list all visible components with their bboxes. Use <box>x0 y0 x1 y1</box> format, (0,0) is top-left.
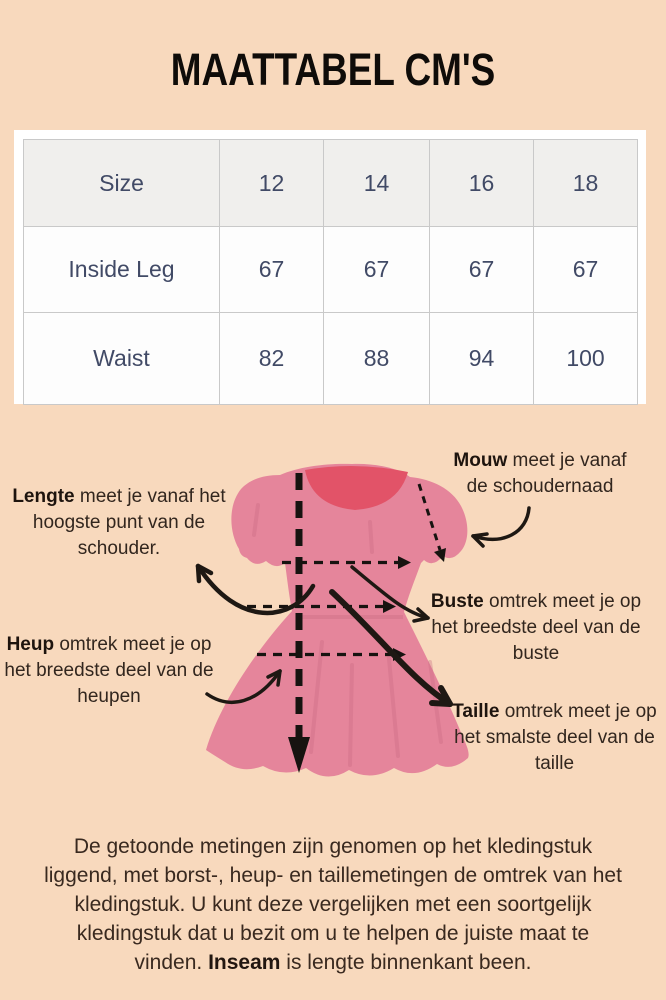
cell-value: 94 <box>430 313 534 405</box>
cell-value: 88 <box>324 313 430 405</box>
cell-value: 82 <box>220 313 324 405</box>
taille-label: Taille <box>452 701 500 722</box>
cell-value: 67 <box>220 227 324 313</box>
table-header-col-14: 14 <box>324 140 430 227</box>
buste-label: Buste <box>430 591 484 612</box>
mouw-curved-arrow <box>473 508 529 546</box>
lengte-label: Lengte <box>12 486 75 507</box>
table-header-col-12: 12 <box>220 140 324 227</box>
buste-note: Buste omtrek meet je op het breedste deel van de buste <box>430 591 642 664</box>
table-header-size: Size <box>24 140 220 227</box>
measurement-explanation: De getoonde metingen zijn genomen op het kledingstuk liggend, met borst-, heup- en taillemetingen de omtrek van het kledingstuk. U kunt deze vergelijken met een soortgelijk kledingstuk dat u bezit om u te helpen de juiste maat te vinden. Inseam is lengte binnenkant been. <box>44 835 622 974</box>
row-label: Waist <box>24 313 220 405</box>
inseam-label: Inseam <box>208 951 281 974</box>
heup-label: Heup <box>6 634 55 655</box>
taille-note: Taille omtrek meet je op het smalste deel van de taille <box>452 701 657 774</box>
cell-value: 67 <box>430 227 534 313</box>
cell-value: 67 <box>324 227 430 313</box>
row-label: Inside Leg <box>24 227 220 313</box>
table-header-col-16: 16 <box>430 140 534 227</box>
mouw-label: Mouw <box>453 450 508 471</box>
page-title: MAATTABEL CM'S <box>170 44 496 95</box>
cell-value: 100 <box>534 313 638 405</box>
mouw-note: Mouw meet je vanaf de schoudernaad <box>453 450 627 497</box>
cell-value: 67 <box>534 227 638 313</box>
heup-note: Heup omtrek meet je op het breedste deel van de heupen <box>4 634 214 707</box>
lengte-note: Lengte meet je vanaf het hoogste punt van de schouder. <box>12 486 226 559</box>
table-header-col-18: 18 <box>534 140 638 227</box>
